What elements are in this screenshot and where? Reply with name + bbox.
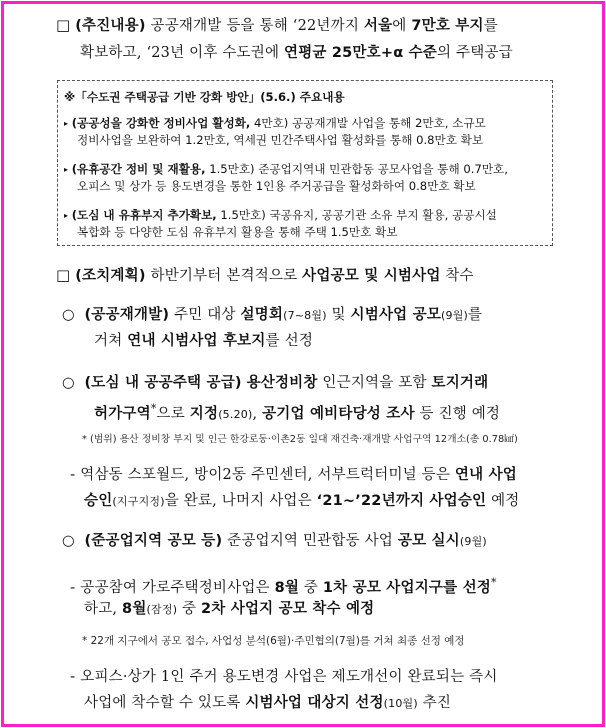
summary-item-1-line-2: 정비사업을 보완하여 1.2만호, 역세권 민간주택사업 활성화를 통해 0.8만호 확보 bbox=[77, 133, 484, 147]
summary-item-text: 4만호) 공공재개발 사업을 통해 2만호, 소규모 bbox=[250, 116, 486, 130]
item-5-line-2 bbox=[84, 599, 374, 620]
section-1-text: 를 bbox=[483, 18, 498, 34]
item-5-line-1 bbox=[70, 573, 497, 598]
section-1-bold: 7만호 부지 bbox=[411, 18, 484, 34]
item-6-line-1 bbox=[70, 667, 498, 687]
summary-item-2-line-2: 오피스 및 상가 등 용도변경을 통한 1인용 주거공급을 활성화하여 0.8만호 확보 bbox=[77, 179, 476, 193]
section-1-bold: 서울 bbox=[363, 18, 393, 34]
summary-item-bold: (공공성을 강화한 정비사업 활성화, bbox=[71, 116, 251, 130]
item-5-text: 중 bbox=[299, 579, 323, 596]
item-2-text: 등 진행 예정 bbox=[414, 405, 501, 422]
item-4-line bbox=[62, 531, 487, 552]
item-6-text: 추진 bbox=[417, 695, 452, 711]
item-2-text: 인근지역을 포함 bbox=[317, 375, 432, 391]
summary-item-2-line-1 bbox=[64, 161, 508, 179]
item-4-text: 준공업지역 민관합동 사업 bbox=[222, 533, 398, 549]
item-3-bold: 승인 bbox=[84, 493, 113, 509]
summary-item-3-line-2: 복합화 등 다양한 도심 유휴부지 활용을 통해 주택 1.5만호 확보 bbox=[77, 225, 398, 239]
section-1-text: 의 주택공급 bbox=[437, 45, 513, 61]
triangle-bullet-icon: ▸ bbox=[64, 211, 69, 220]
triangle-bullet-icon: ▸ bbox=[64, 165, 69, 174]
item-2-heading: (도심 내 공공주택 공급) bbox=[84, 375, 242, 391]
footnote-mark: * bbox=[491, 576, 497, 589]
section-1-line-2 bbox=[80, 43, 513, 63]
section-2-line bbox=[56, 265, 474, 286]
circle-bullet-icon: ○ bbox=[62, 533, 75, 549]
footnote-mark: * bbox=[150, 402, 157, 415]
section-2-text: 하반기부터 본격적으로 bbox=[145, 268, 303, 284]
section-1-text: 에 bbox=[392, 18, 412, 34]
summary-title-text: 주요내용 bbox=[299, 90, 345, 104]
item-2-bold: 용산정비창 bbox=[246, 375, 318, 391]
summary-title-text: 「수도권 주택공급 기반 강화 방안」(5.6.) bbox=[75, 90, 300, 104]
item-1-bold: 설명회 bbox=[240, 307, 284, 323]
item-5-bold: 8월 bbox=[122, 601, 147, 617]
reference-mark-icon: ※ bbox=[64, 90, 76, 104]
item-6-text: 오피스·상가 1인 주거 용도변경 사업은 제도개선이 완료되는 즉시 bbox=[75, 669, 498, 685]
item-2-date: (5.20) bbox=[218, 407, 253, 421]
item-1-line-2 bbox=[94, 331, 313, 351]
item-3-bold: ‘21~’22년까지 사업승인 bbox=[316, 493, 487, 509]
item-1-bold: 시범사업 공모 bbox=[350, 307, 442, 323]
item-5-paren: (잠정) bbox=[146, 603, 178, 616]
triangle-bullet-icon: ▸ bbox=[64, 119, 69, 128]
circle-bullet-icon: ○ bbox=[62, 375, 75, 391]
item-1-heading: (공공재개발) bbox=[84, 307, 170, 323]
item-1-date: (7~8월) bbox=[283, 309, 327, 322]
item-6-line-2 bbox=[84, 693, 451, 714]
item-1-text: 를 선정 bbox=[265, 333, 314, 349]
item-1-date: (9월) bbox=[441, 309, 469, 322]
checkbox-square-icon: □ bbox=[56, 16, 71, 34]
item-3-line-2 bbox=[84, 491, 520, 512]
item-6-date: (10월) bbox=[383, 697, 418, 710]
section-1-heading: (추진내용) bbox=[75, 18, 146, 34]
item-3-paren: (지구지정) bbox=[112, 495, 165, 508]
section-1-text: 공공재개발 등을 통해 ‘22년까지 bbox=[145, 18, 364, 34]
summary-item-1-line-1 bbox=[64, 115, 486, 133]
item-1-text: 주민 대상 bbox=[169, 307, 241, 323]
item-5-text: 공공참여 가로주택정비사업은 bbox=[75, 579, 275, 596]
summary-item-3-line-1 bbox=[64, 207, 497, 225]
item-5-bold: 2차 사업지 공모 착수 예정 bbox=[201, 601, 375, 617]
item-6-text: 사업에 착수할 수 있도록 bbox=[84, 695, 246, 711]
summary-box-title bbox=[64, 89, 345, 106]
item-2-text: , bbox=[252, 405, 263, 422]
item-5-footnote: * 22개 지구에서 공모 접수, 사업성 분석(6월)·주민협의(7월)를 거쳐 최종 선정 예정 bbox=[82, 635, 465, 647]
item-2-footnote: * (범위) 용산 정비창 부지 및 인근 한강로동·이촌2동 일대 재건축·재개발 사업구역 12개소(총 0.78㎢) bbox=[82, 434, 518, 445]
summary-item-text: 1.5만호) 준공업지역내 민관합동 공모사업을 통해 0.7만호, bbox=[205, 162, 508, 176]
dash-bullet-icon: - bbox=[70, 467, 76, 483]
document-frame bbox=[1, 1, 605, 727]
item-2-bold: 토지거래 bbox=[431, 375, 489, 391]
item-1-bold: 연내 시범사업 후보지 bbox=[127, 333, 266, 349]
item-3-line-1 bbox=[70, 465, 517, 485]
checkbox-square-icon: □ bbox=[56, 266, 71, 284]
item-3-text: 을 완료, 나머지 사업은 bbox=[164, 493, 317, 509]
section-1-line-1 bbox=[56, 15, 498, 36]
item-5-text: 하고, bbox=[84, 601, 123, 617]
item-2-bold: 허가구역 bbox=[94, 405, 151, 422]
item-2-line-2 bbox=[94, 399, 500, 425]
item-4-bold: 공모 실시 bbox=[397, 533, 460, 549]
item-3-text: 역삼동 스포월드, 방이2동 주민센터, 서부트럭터미널 등은 bbox=[75, 467, 455, 483]
circle-bullet-icon: ○ bbox=[62, 307, 75, 323]
item-5-bold: 8월 bbox=[274, 579, 300, 596]
section-2-bold: 사업공모 및 시범사업 bbox=[302, 268, 441, 284]
item-2-bold: 지정 bbox=[189, 405, 219, 422]
item-5-text: 중 bbox=[177, 601, 202, 617]
item-2-bold: 공기업 예비타당성 조사 bbox=[262, 405, 415, 422]
item-4-heading: (준공업지역 공모 등) bbox=[84, 533, 223, 549]
section-2-text: 착수 bbox=[440, 268, 474, 284]
item-1-text: 및 bbox=[326, 307, 351, 323]
item-4-date: (9월) bbox=[459, 535, 487, 548]
item-1-text: 거쳐 bbox=[94, 333, 128, 349]
item-6-bold: 시범사업 대상지 선정 bbox=[245, 695, 384, 711]
summary-item-bold: (도심 내 유휴부지 추가확보, bbox=[71, 208, 217, 222]
section-2-heading: (조치계획) bbox=[75, 268, 146, 284]
item-3-text: 예정 bbox=[486, 493, 520, 509]
item-1-line-1 bbox=[62, 305, 482, 326]
item-3-bold: 연내 사업 bbox=[454, 467, 517, 483]
summary-item-bold: (유휴공간 정비 및 재활용, bbox=[71, 162, 206, 176]
item-5-bold: 1차 공모 사업지구를 선정 bbox=[322, 579, 491, 596]
dash-bullet-icon: - bbox=[70, 669, 76, 685]
item-2-line-1 bbox=[62, 373, 488, 393]
section-1-text: 확보하고, ‘23년 이후 수도권에 bbox=[80, 45, 284, 61]
summary-box bbox=[57, 80, 553, 246]
item-2-text: 으로 bbox=[156, 405, 190, 422]
section-1-bold: 연평균 25만호+α 수준 bbox=[283, 45, 438, 61]
summary-item-text: 1.5만호) 국공유지, 공공기관 소유 부지 활용, 공공시설 bbox=[216, 208, 497, 222]
item-1-text: 를 bbox=[468, 307, 483, 323]
dash-bullet-icon: - bbox=[70, 579, 76, 596]
